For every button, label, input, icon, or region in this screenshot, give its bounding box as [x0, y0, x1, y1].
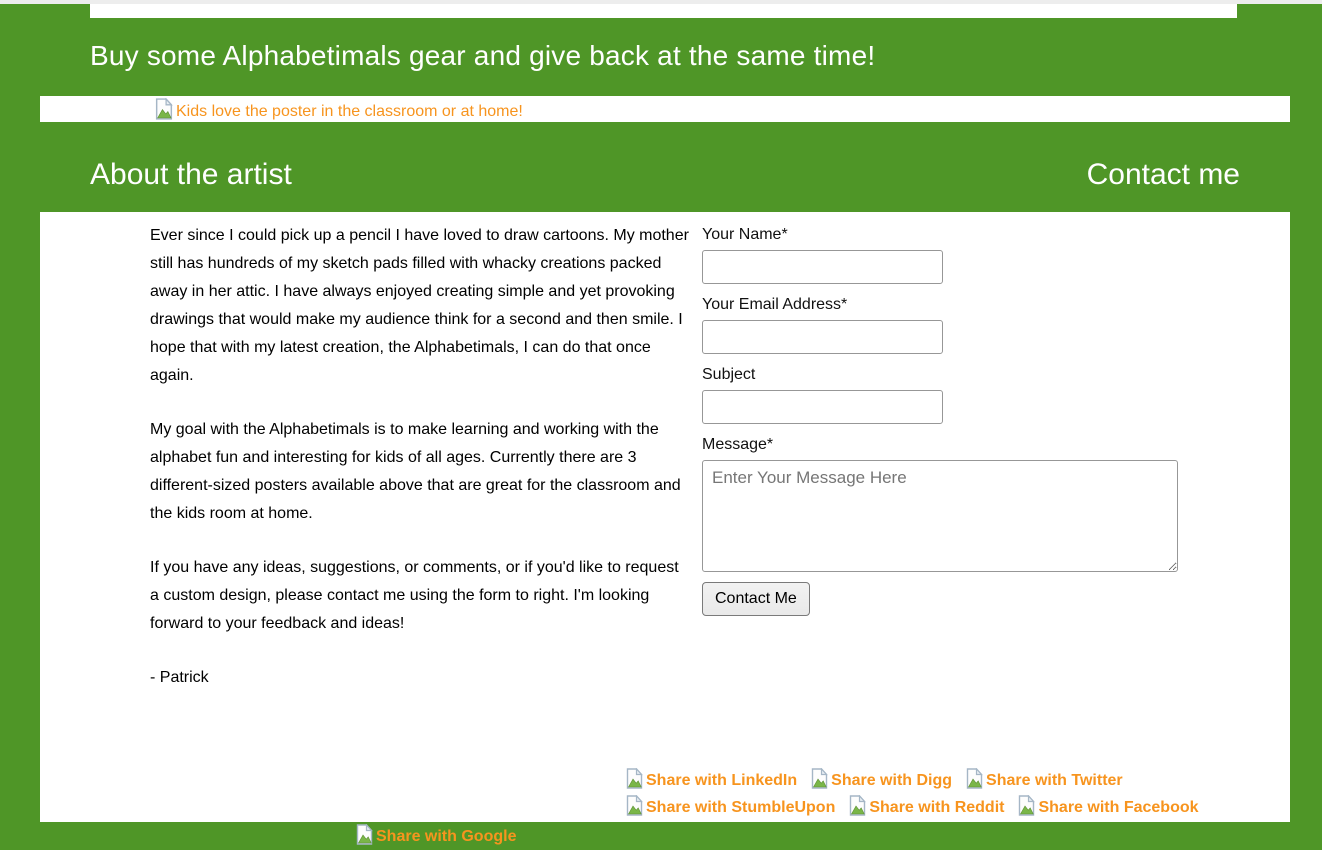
broken-image-icon [625, 795, 644, 821]
share-reddit-label: Share with Reddit [869, 799, 1005, 816]
share-stumbleupon-link[interactable] [625, 795, 835, 821]
broken-image-icon [1017, 795, 1036, 821]
share-row-1 [625, 768, 1265, 795]
share-google-link[interactable] [355, 824, 516, 850]
email-input[interactable] [702, 320, 943, 354]
message-label: Message* [702, 436, 774, 453]
broken-image-icon [154, 98, 174, 125]
contact-form [702, 224, 1202, 616]
share-stumbleupon-label: Share with StumbleUpon [646, 799, 836, 816]
top-content-edge [90, 4, 1237, 18]
broken-image-icon [625, 768, 644, 794]
broken-image-icon [810, 768, 829, 794]
subject-input[interactable] [702, 390, 943, 424]
share-digg-link[interactable] [810, 768, 952, 794]
poster-banner [40, 96, 1290, 122]
content-panel [40, 212, 1290, 822]
subject-label: Subject [702, 366, 756, 383]
about-paragraph-2: My goal with the Alphabetimals is to make learning and working with the alphabet fun and interesting for kids of all ages. Currently there are 3 different-sized posters available above that are great for the classroom and the kids room at home. [150, 421, 681, 522]
share-twitter-label: Share with Twitter [986, 772, 1123, 789]
share-linkedin-label: Share with LinkedIn [646, 772, 798, 789]
about-paragraph-3: If you have any ideas, suggestions, or comments, or if you'd like to request a custom design, please contact me using the form to right. I'm looking forward to your feedback and ideas! [150, 559, 679, 632]
message-textarea[interactable] [702, 460, 1178, 572]
email-label: Your Email Address* [702, 296, 848, 313]
name-label: Your Name* [702, 226, 788, 243]
about-artist-text [150, 222, 690, 718]
share-reddit-link[interactable] [848, 795, 1004, 821]
share-row-2 [625, 795, 1265, 822]
share-digg-label: Share with Digg [831, 772, 953, 789]
share-linkedin-link[interactable] [625, 768, 797, 794]
about-paragraph-1: Ever since I could pick up a pencil I have loved to draw cartoons. My mother still has hundreds of my sketch pads filled with whacky creations packed away in her attic. I have always enjoyed creating simple and yet provoking drawings that would make my audience think for a second and then smile. I hope that with my latest creation, the Alphabetimals, I can do that once again. [150, 227, 689, 384]
broken-image-icon [965, 768, 984, 794]
poster-link[interactable] [154, 98, 523, 125]
name-input[interactable] [702, 250, 943, 284]
share-google-label: Share with Google [376, 828, 517, 845]
share-facebook-link[interactable] [1017, 795, 1198, 821]
share-links [625, 768, 1265, 822]
signature: - Patrick [150, 669, 209, 686]
share-twitter-link[interactable] [965, 768, 1123, 794]
about-artist-heading: About the artist [90, 158, 292, 191]
gear-banner-heading: Buy some Alphabetimals gear and give back at the same time! [90, 40, 876, 71]
contact-me-heading: Contact me [1086, 158, 1240, 191]
poster-link-label: Kids love the poster in the classroom or at home! [176, 102, 523, 120]
share-facebook-label: Share with Facebook [1038, 799, 1199, 816]
broken-image-icon [848, 795, 867, 821]
contact-me-button[interactable]: Contact Me [702, 582, 810, 616]
broken-image-icon [355, 824, 374, 850]
